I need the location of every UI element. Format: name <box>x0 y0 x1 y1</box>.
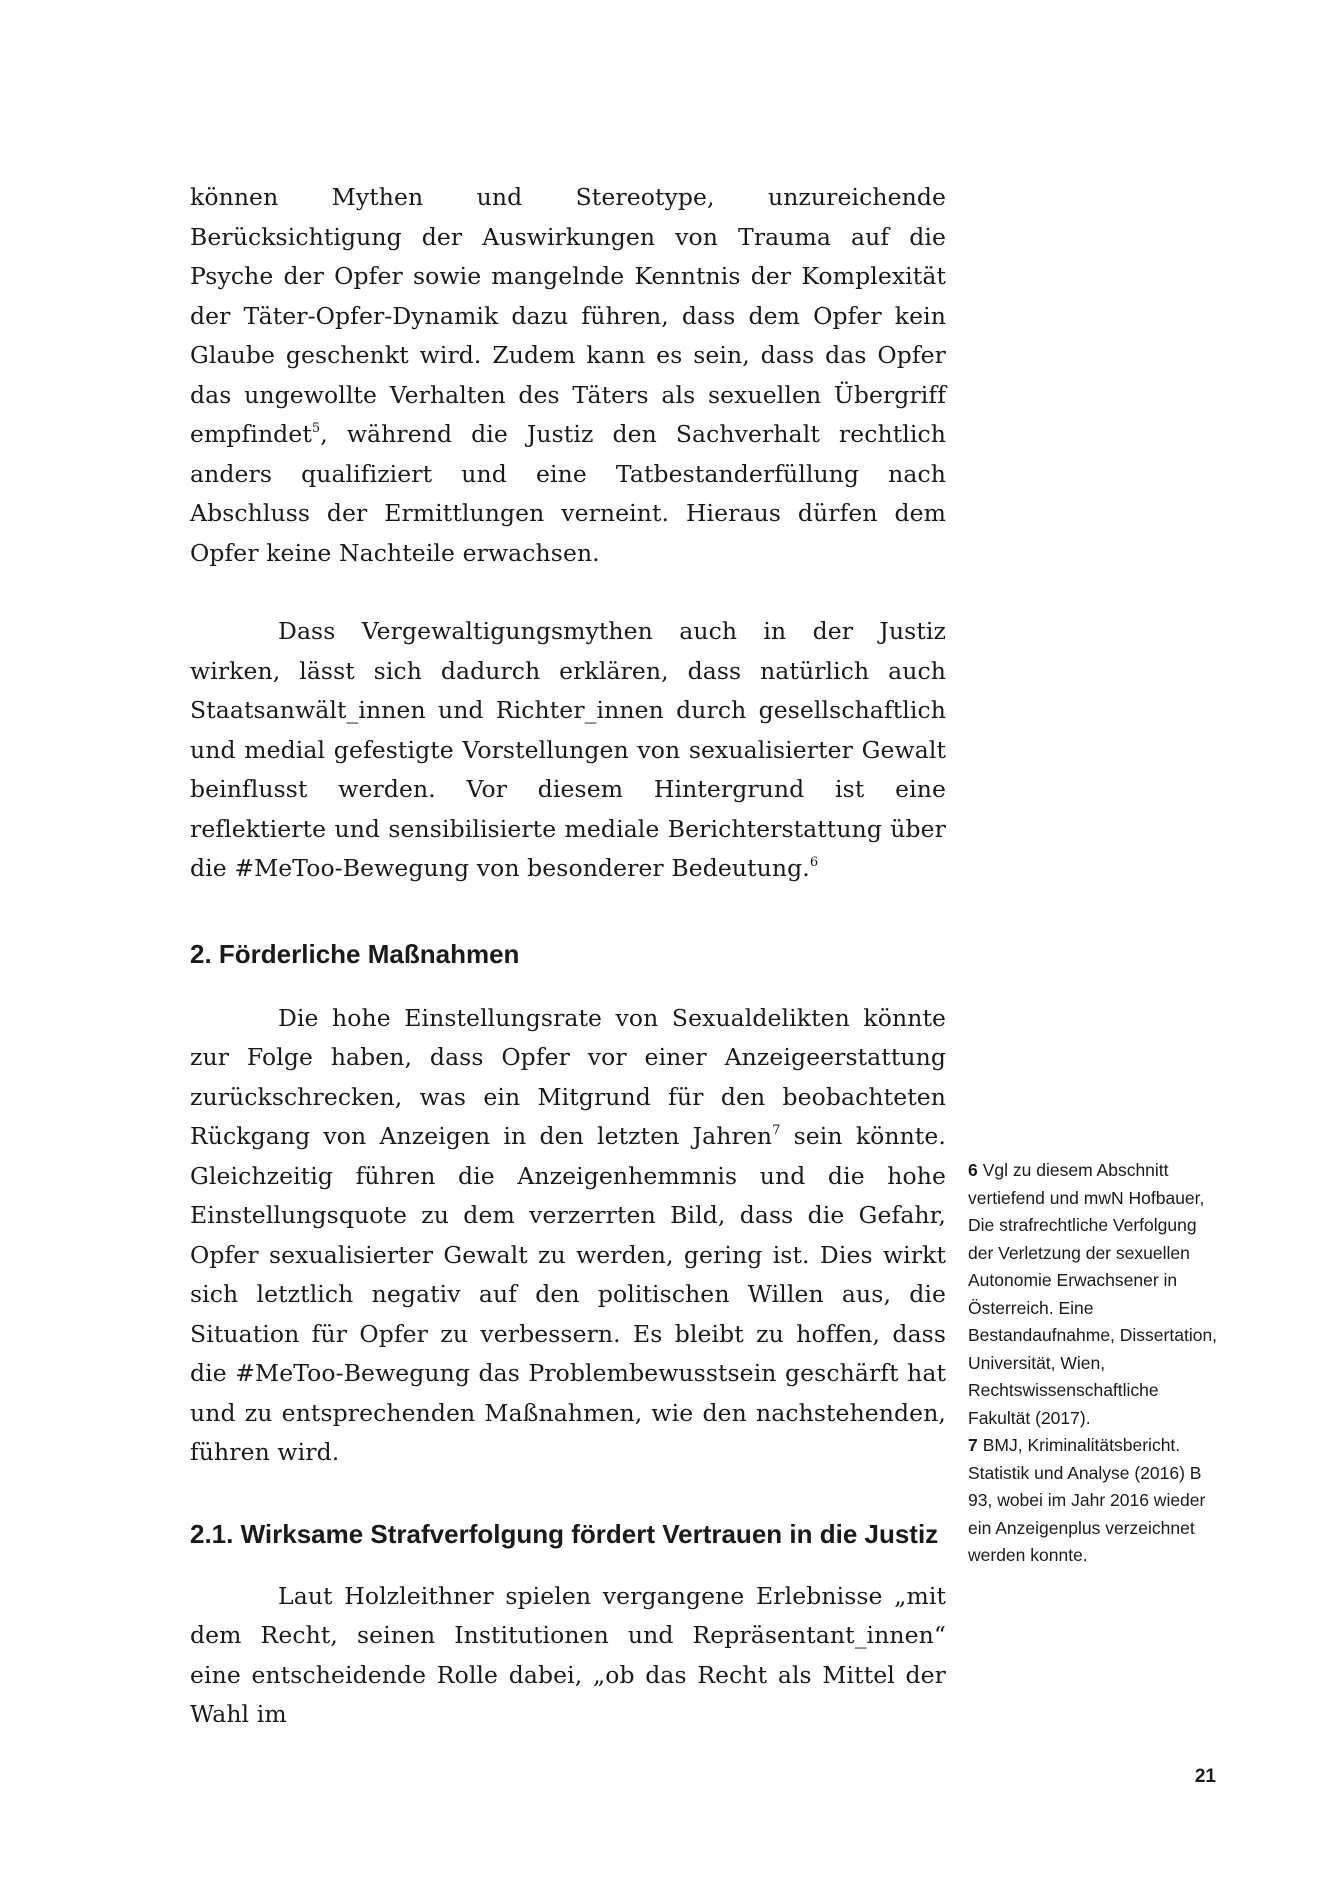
section-heading-2: 2. Förderliche Maßnahmen <box>190 938 520 969</box>
footnote-number: 6 <box>968 1160 978 1180</box>
footnote-7 <box>968 1432 1218 1570</box>
footnote-text: Vgl zu diesem Abschnitt vertiefend und mwN Hofbauer, Die strafrechtliche Verfolgung der Verletzung der sexuellen Autonomie Erwachsener in Österreich. Eine Bestandaufnahme, Dissertation, Universität, Wien, Rechtswissenschaftliche Fakultät (2017). <box>968 1160 1218 1428</box>
paragraph-3-text: Die hohe Einstellungsrate von Sexualdelikten könnte zur Folge haben, dass Opfer vor einer Anzeigeerstattung zurückschrecken, was ein Mitgrund für den beobachteten Rückgang von Anzeigen in den letzten Jahren <box>190 1003 946 1150</box>
paragraph-3-continuation: sein könnte. Gleichzeitig führen die Anzeigenhemmnis und die hohe Einstellungsquote zu dem verzerrten Bild, dass die Gefahr, Opfer sexualisierter Gewalt zu werden, gering ist. Dies wirkt sich letztlich negativ auf den politischen Willen aus, die Situation für Opfer zu verbessern. Es bleibt zu hoffen, dass die #MeToo-Bewegung das Problembewusstsein geschärft hat und zu entsprechenden Maßnahmen, wie den nachstehenden, führen wird. <box>190 1122 946 1466</box>
footnote-sidebar <box>968 1157 1218 1570</box>
body-paragraph-1 <box>190 178 946 573</box>
paragraph-2-text: Dass Vergewaltigungsmythen auch in der Justiz wirken, lässt sich dadurch erklären, dass natürlich auch Staatsanwält_innen und Richter_innen durch gesellschaftlich und medial gefestigte Vorstellungen von sexualisierter Gewalt beinflusst werden. Vor diesem Hintergrund ist eine reflektierte und sensibilisierte mediale Berichterstattung über die #MeToo-Bewegung von besonderer Bedeutung. <box>190 617 946 882</box>
footnote-text: BMJ, Kriminalitätsbericht. Statistik und Analyse (2016) B 93, wobei im Jahr 2016 wieder ein Anzeigenplus verzeichnet werden konnte. <box>968 1435 1206 1565</box>
paragraph-1-continuation: , während die Justiz den Sachverhalt rechtlich anders qualifiziert und eine Tatbestanderfüllung nach Abschluss der Ermittlungen verneint. Hieraus dürfen dem Opfer keine Nachteile erwachsen. <box>190 420 946 567</box>
footnote-ref-7: 7 <box>772 1123 781 1138</box>
body-paragraph-2 <box>190 612 946 889</box>
footnote-ref-6: 6 <box>809 855 819 870</box>
paragraph-1-text: können Mythen und Stereotype, unzureichende Berücksichtigung der Auswirkungen von Trauma auf die Psyche der Opfer sowie mangelnde Kenntnis der Komplexität der Täter-Opfer-Dynamik dazu führen, dass dem Opfer kein Glaube geschenkt wird. Zudem kann es sein, dass das Opfer das ungewollte Verhalten des Täters als sexuellen Übergriff empfindet <box>190 183 946 448</box>
main-text-column <box>190 178 946 1735</box>
section-heading-2-1: 2.1. Wirksame Strafverfolgung fördert Vertrauen in die Justiz <box>190 1518 939 1549</box>
footnote-number: 7 <box>968 1435 978 1455</box>
body-paragraph-3 <box>190 999 946 1473</box>
footnote-ref-5: 5 <box>311 421 321 436</box>
footnote-6 <box>968 1157 1218 1432</box>
page-number: 21 <box>1194 1766 1216 1787</box>
body-paragraph-4: Laut Holzleithner spielen vergangene Erlebnisse „mit dem Recht, seinen Institutionen und Repräsentant_innen“ eine entscheidende Rolle dabei, „ob das Recht als Mittel der Wahl im <box>190 1581 946 1728</box>
